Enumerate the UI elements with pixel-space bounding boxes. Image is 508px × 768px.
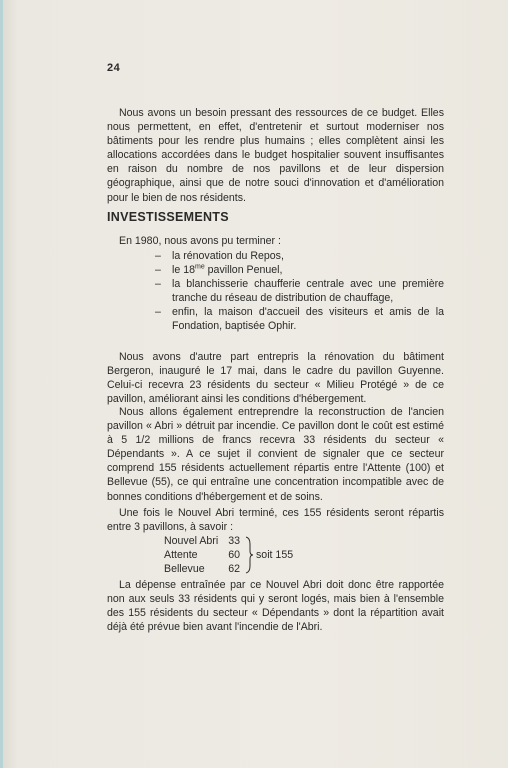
list-item-text: le 18 bbox=[172, 264, 195, 277]
table-row bbox=[164, 562, 240, 576]
section-heading: INVESTISSEMENTS bbox=[107, 210, 229, 224]
distribution-table bbox=[164, 534, 294, 576]
paragraph-bergeron bbox=[107, 350, 444, 406]
resident-count: 62 bbox=[228, 563, 240, 575]
intro-text: Nous avons un besoin pressant des ressources de ce budget. Elles nous permettent, en effet, d'entretenir et surtout moderniser nos bâtiments pour les rendre plus humains ; elles complètent ainsi les allocations accordées dans le budget hospitalier souvent insuffisantes en raison du nombre de nos pavillons et de leur dispersion géographique, ainsi que de notre souci d'innovation et d'amélioration pour le bien de nos résidents. bbox=[107, 107, 444, 204]
list-item-text: enfin, la maison d'accueil des visiteurs et amis de la Fondation, baptisée Ophir. bbox=[172, 306, 444, 333]
paragraph-abri bbox=[107, 405, 444, 504]
list-item-text-end: pavillon Penuel, bbox=[204, 264, 283, 277]
list-dash: – bbox=[155, 264, 161, 277]
page-number: 24 bbox=[107, 62, 121, 74]
pavilion-name: Bellevue bbox=[164, 563, 205, 575]
list-dash: – bbox=[155, 306, 161, 319]
pavilion-name: Nouvel Abri bbox=[164, 535, 219, 547]
total-label: soit 155 bbox=[256, 549, 294, 561]
list-item bbox=[155, 249, 444, 263]
paragraph-text: La dépense entraînée par ce Nouvel Abri doit donc être rapportée non aux seuls 33 résidents qui y seront logés, mais bien à l'ensemble des 155 résidents du secteur « Dépendants » dont la répartition avait déjà été prévue bien avant l'incendie de l'Abri. bbox=[107, 579, 444, 634]
paragraph-repartition bbox=[107, 506, 444, 534]
table-row bbox=[164, 548, 240, 562]
list-item-text: la blanchisserie chaufferie centrale avec une première tranche du réseau de distribution de chauffage, bbox=[172, 278, 444, 305]
list-item-text: la rénovation du Repos, bbox=[172, 250, 284, 262]
investments-intro: En 1980, nous avons pu terminer : bbox=[119, 235, 281, 247]
list-item bbox=[155, 277, 444, 305]
list-dash: – bbox=[155, 278, 161, 291]
completed-works-list bbox=[155, 249, 444, 334]
page-edge bbox=[0, 0, 3, 768]
list-dash: – bbox=[155, 250, 161, 262]
pavilion-name: Attente bbox=[164, 549, 198, 561]
paragraph-text: Nous avons d'autre part entrepris la rénovation du bâtiment Bergeron, inauguré le 17 mai, dans le cadre du pavillon Guyenne. Celui-ci recevra 23 résidents du secteur « Milieu Protégé » de ce pavillon, améliorant ainsi les conditions d'hébergement. bbox=[107, 351, 444, 406]
list-item bbox=[155, 263, 444, 277]
intro-paragraph bbox=[107, 106, 444, 205]
paragraph-final bbox=[107, 578, 444, 634]
resident-count: 60 bbox=[228, 549, 240, 561]
curly-brace-icon bbox=[244, 536, 254, 574]
paragraph-text: Nous allons également entreprendre la reconstruction de l'ancien pavillon « Abri » détruit par incendie. Ce pavillon dont le coût est estimé à 5 1/2 millions de francs recevra 33 résidents du secteur « Dépendants ». A ce sujet il convient de signaler que ce secteur comprend 155 résidents actuellement répartis entre l'Attente (100) et Bellevue (55), ce qui entraîne une concentration incompatible avec de bonnes conditions d'hébergement et de soins. bbox=[107, 406, 444, 503]
table-row bbox=[164, 534, 240, 548]
resident-count: 33 bbox=[228, 535, 240, 547]
paragraph-text: Une fois le Nouvel Abri terminé, ces 155 résidents seront répartis entre 3 pavillons, à savoir : bbox=[107, 507, 444, 534]
list-item bbox=[155, 305, 444, 333]
ordinal-superscript: me bbox=[194, 263, 205, 271]
